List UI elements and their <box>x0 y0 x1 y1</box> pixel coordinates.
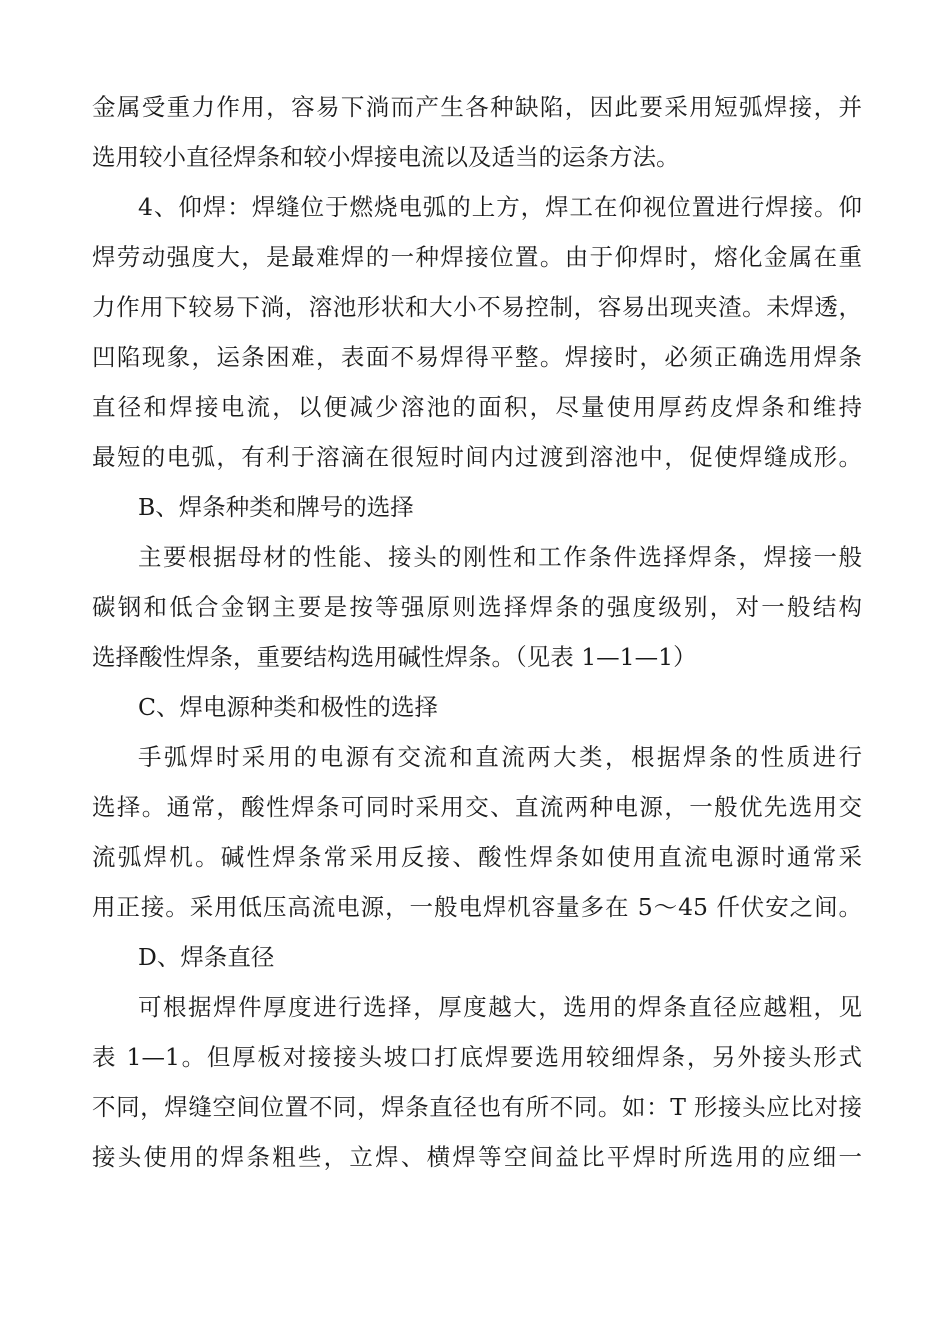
text-line: 焊劳动强度大，是最难焊的一种焊接位置。由于仰焊时，熔化金属在重 <box>92 243 862 271</box>
text-line: 接头使用的焊条粗些，立焊、横焊等空间益比平焊时所选用的应细一 <box>92 1143 862 1171</box>
text-line: 主要根据母材的性能、接头的刚性和工作条件选择焊条，焊接一般 <box>138 543 862 571</box>
text-line: 最短的电弧，有利于溶滴在很短时间内过渡到溶池中，促使焊缝成形。 <box>92 443 862 471</box>
section-heading: D、焊条直径 <box>138 943 275 971</box>
text-line: 选择。通常，酸性焊条可同时采用交、直流两种电源，一般优先选用交 <box>92 793 862 821</box>
text-line: 用正接。采用低压高流电源，一般电焊机容量多在 5～45 仟伏安之间。 <box>92 893 862 921</box>
text-line: 力作用下较易下淌，溶池形状和大小不易控制，容易出现夹渣。未焊透， <box>92 293 862 321</box>
text-line: 表 1—1。但厚板对接接头坡口打底焊要选用较细焊条，另外接头形式 <box>92 1043 862 1071</box>
text-line: 流弧焊机。碱性焊条常采用反接、酸性焊条如使用直流电源时通常采 <box>92 843 862 871</box>
text-line: 可根据焊件厚度进行选择，厚度越大，选用的焊条直径应越粗，见 <box>138 993 862 1021</box>
text-line: 手弧焊时采用的电源有交流和直流两大类，根据焊条的性质进行 <box>138 743 862 771</box>
text-line: 不同，焊缝空间位置不同，焊条直径也有所不同。如：T 形接头应比对接 <box>92 1093 862 1121</box>
text-line: 4、仰焊：焊缝位于燃烧电弧的上方，焊工在仰视位置进行焊接。仰 <box>138 193 862 221</box>
text-line: 碳钢和低合金钢主要是按等强原则选择焊条的强度级别，对一般结构 <box>92 593 862 621</box>
text-line: 选择酸性焊条，重要结构选用碱性焊条。（见表 1—1—1） <box>92 643 697 671</box>
text-line: 凹陷现象，运条困难，表面不易焊得平整。焊接时，必须正确选用焊条 <box>92 343 862 371</box>
text-line: 选用较小直径焊条和较小焊接电流以及适当的运条方法。 <box>92 143 680 171</box>
text-line: 金属受重力作用，容易下淌而产生各种缺陷，因此要采用短弧焊接，并 <box>92 93 862 121</box>
text-line: 直径和焊接电流，以便减少溶池的面积，尽量使用厚药皮焊条和维持 <box>92 393 862 421</box>
section-heading: C、焊电源种类和极性的选择 <box>138 693 438 721</box>
section-heading: B、焊条种类和牌号的选择 <box>138 493 414 521</box>
